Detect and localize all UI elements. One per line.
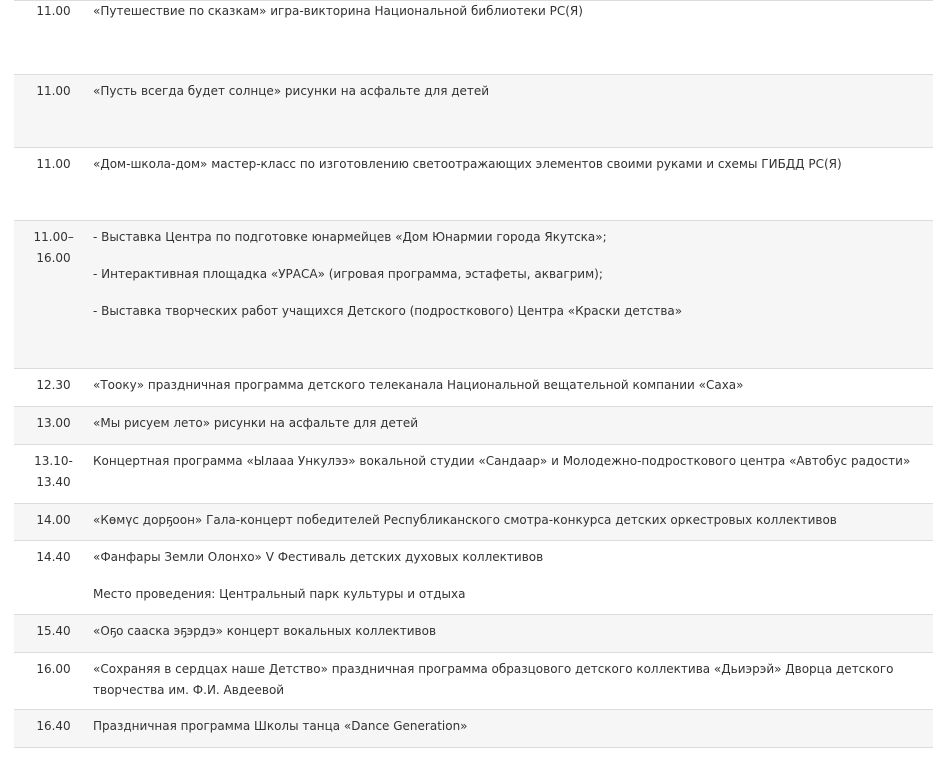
- event-time: 12.30: [36, 378, 71, 392]
- table-row: [14, 148, 933, 221]
- table-row: [14, 445, 933, 504]
- table-row: [14, 710, 933, 748]
- time-cell: [14, 541, 93, 615]
- time-cell: [14, 1, 93, 75]
- time-cell: [14, 148, 93, 221]
- event-time: 11.00–16.00: [33, 230, 74, 265]
- event-description: «Тооку» праздничная программа детского телеканала Национальной вещательной компании «Саха»: [93, 378, 744, 392]
- event-time: 14.00: [36, 513, 71, 527]
- table-row: [14, 369, 933, 407]
- description-cell: [93, 653, 933, 710]
- time-cell: [14, 504, 93, 541]
- table-row: [14, 407, 933, 445]
- table-row: [14, 615, 933, 653]
- description-cell: [93, 148, 933, 221]
- description-cell: [93, 221, 933, 369]
- table-row: [14, 1, 933, 75]
- event-description: «Дом-школа-дом» мастер-класс по изготовлению светоотражающих элементов своими руками и схемы ГИБДД РС(Я): [93, 157, 842, 171]
- event-time: 13.00: [36, 416, 71, 430]
- time-cell: [14, 445, 93, 504]
- description-cell: [93, 75, 933, 148]
- time-cell: [14, 407, 93, 445]
- description-cell: [93, 445, 933, 504]
- table-row: [14, 75, 933, 148]
- event-description: «Көмүс дорҕоон» Гала-концерт победителей Республиканского смотра-конкурса детских оркестровых коллективов: [93, 513, 837, 527]
- event-time: 13.10-13.40: [34, 454, 73, 489]
- event-time: 15.40: [36, 624, 71, 638]
- time-cell: [14, 369, 93, 407]
- event-time: 14.40: [36, 550, 71, 564]
- event-description: - Выставка творческих работ учащихся Детского (подросткового) Центра «Краски детства»: [93, 304, 683, 318]
- description-cell: [93, 1, 933, 75]
- table-row: [14, 653, 933, 710]
- event-description: «Мы рисуем лето» рисунки на асфальте для детей: [93, 416, 419, 430]
- event-description: Концертная программа «Ылааа Ункулээ» вокальной студии «Сандаар» и Молодежно-подросткового центра «Автобус радости»: [93, 454, 911, 468]
- description-cell: [93, 710, 933, 748]
- event-description: «Сохраняя в сердцах наше Детство» праздничная программа образцового детского коллектива «Дьиэрэй» Дворца детского творчества им. Ф.И. Авдеевой: [93, 662, 894, 697]
- event-description: «Оҕо сааска эҕэрдэ» концерт вокальных коллективов: [93, 624, 437, 638]
- description-cell: [93, 407, 933, 445]
- table-row: [14, 221, 933, 369]
- time-cell: [14, 615, 93, 653]
- event-description: - Интерактивная площадка «УРАСА» (игровая программа, эстафеты, аквагрим);: [93, 267, 603, 281]
- event-time: 11.00: [36, 84, 71, 98]
- description-cell: [93, 615, 933, 653]
- time-cell: [14, 653, 93, 710]
- time-cell: [14, 710, 93, 748]
- event-time: 16.40: [36, 719, 71, 733]
- event-time: 11.00: [36, 4, 71, 18]
- schedule-body: [14, 1, 933, 748]
- event-description: - Выставка Центра по подготовке юнармейцев «Дом Юнармии города Якутска»;: [93, 230, 607, 244]
- time-cell: [14, 221, 93, 369]
- description-cell: [93, 541, 933, 615]
- event-description: «Путешествие по сказкам» игра-викторина Национальной библиотеки РС(Я): [93, 4, 583, 18]
- table-row: [14, 504, 933, 541]
- time-cell: [14, 75, 93, 148]
- description-cell: [93, 369, 933, 407]
- event-description: «Фанфары Земли Олонхо» V Фестиваль детских духовых коллективов: [93, 550, 544, 564]
- description-cell: [93, 504, 933, 541]
- schedule-table: [14, 0, 933, 748]
- event-time: 16.00: [36, 662, 71, 676]
- event-location: Место проведения: Центральный парк культуры и отдыха: [93, 587, 466, 601]
- event-description: «Пусть всегда будет солнце» рисунки на асфальте для детей: [93, 84, 490, 98]
- table-row: [14, 541, 933, 615]
- event-time: 11.00: [36, 157, 71, 171]
- event-description: Праздничная программа Школы танца «Dance Generation»: [93, 719, 468, 733]
